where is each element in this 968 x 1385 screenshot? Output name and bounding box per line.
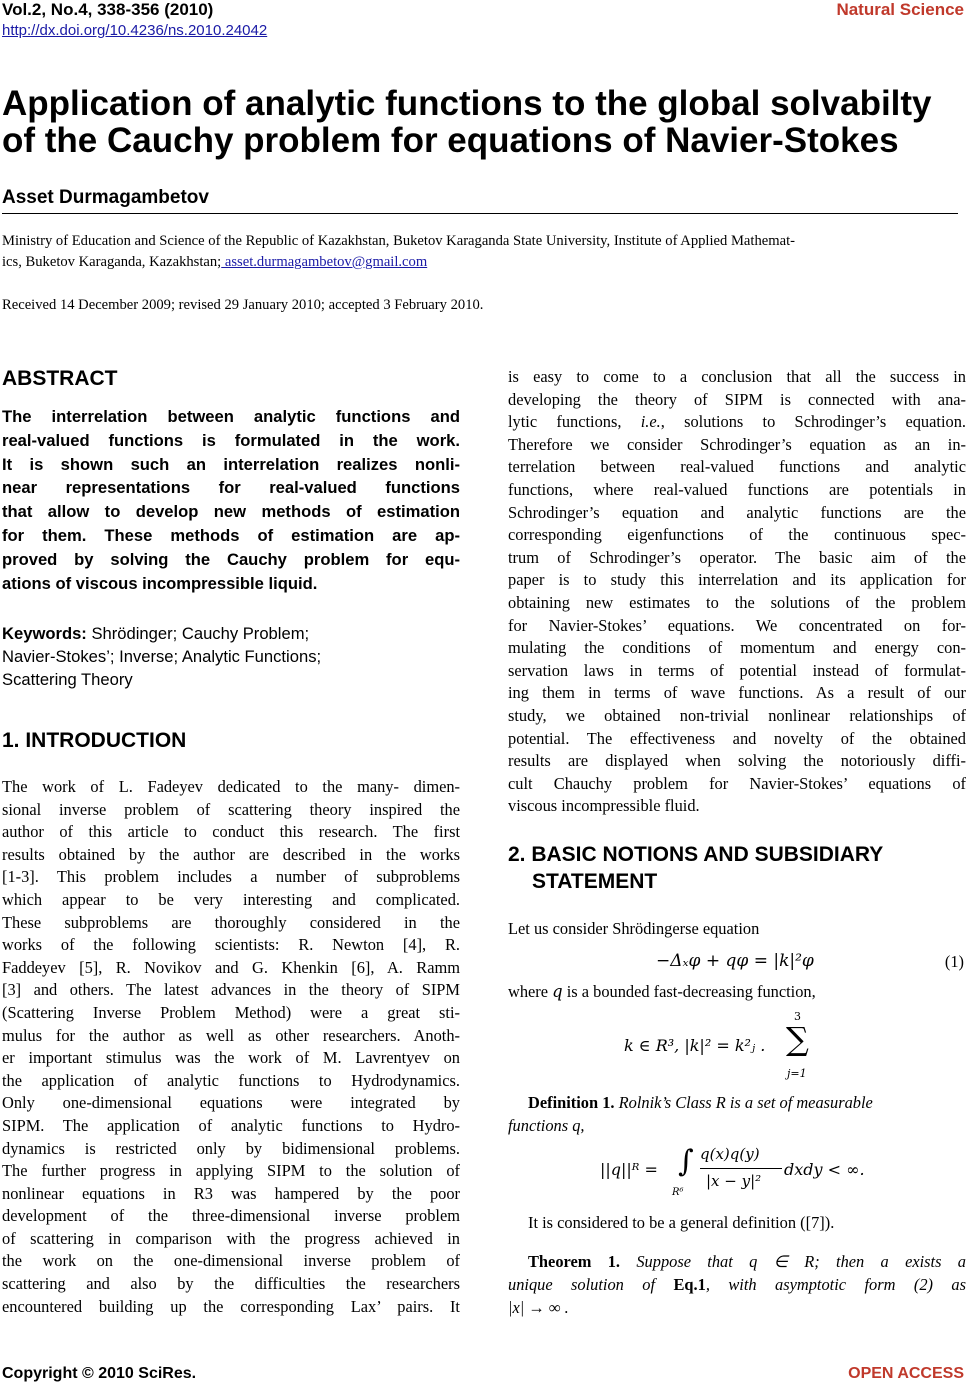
- intro-line: results obtained by the author are described in the works: [2, 844, 460, 864]
- definition-line: [508, 1114, 966, 1137]
- theorem-1: [508, 1250, 966, 1319]
- introduction-body: [2, 776, 460, 1318]
- definition-text: Rolnik’s Class R is a set of measurable: [614, 1093, 873, 1112]
- abstract-line: ations of viscous incompressible liquid.: [2, 573, 318, 593]
- intro-line: mulus for the author as well as other researchers. Anoth-: [2, 1025, 460, 1045]
- keywords-text: Shrödinger; Cauchy Problem;: [86, 624, 310, 643]
- ie-abbrev: i.e.: [640, 412, 661, 432]
- intro-line: which appear to be very interesting and complicated.: [2, 889, 460, 909]
- abstract-line: The interrelation between analytic functions and: [2, 407, 460, 426]
- intro-line: author of this article to conduct this research. The first: [2, 822, 460, 842]
- equation-1: −Δₓφ + qφ = |k|²φ: [656, 951, 814, 971]
- intro-line: encountered building up the corresponding Lax’ pairs. It: [2, 1296, 460, 1316]
- abstract-line: near representations for real-valued functions: [2, 478, 460, 498]
- body-line: Schrodinger’s equation and analytic functions are the: [508, 502, 966, 522]
- affiliation-line: Ministry of Education and Science of the Republic of Kazakhstan, Buketov Karaganda State University, Institute of Applied Mathemat-: [2, 233, 795, 249]
- body-line: corresponding eigenfunctions of the continuous spec-: [508, 525, 966, 545]
- journal-reference: Vol.2, No.4, 338-356 (2010): [2, 0, 214, 19]
- intro-line: dynamics is restricted only by bidimensional problems.: [2, 1138, 460, 1158]
- norm-lhs: ||q||ᴿ =: [600, 1160, 658, 1179]
- body-line: for Navier-Stokes’ equations. We concentrated on for-: [508, 615, 966, 635]
- body-line: developing the theory of SIPM is connected with ana-: [508, 389, 966, 409]
- body-line: viscous incompressible fluid.: [508, 796, 700, 816]
- general-definition-note: It is considered to be a general definition ([7]).: [528, 1213, 835, 1232]
- title-divider: [2, 213, 958, 214]
- fraction-bar: [700, 1168, 782, 1169]
- keywords-text: Navier-Stokes’; Inverse; Analytic Functions;: [2, 647, 322, 666]
- keywords-label: Keywords:: [2, 624, 87, 643]
- theorem-label: Theorem 1.: [528, 1252, 621, 1271]
- heading-line: 2. BASIC NOTIONS AND SUBSIDIARY: [508, 843, 884, 866]
- theorem-text: Suppose that q ∈ R; then a exists a: [620, 1252, 966, 1271]
- fraction-denominator: |x − y|²: [706, 1172, 762, 1190]
- body-line: is easy to come to a conclusion that all the success in: [508, 367, 966, 386]
- affiliation-text: ics, Buketov Karaganda, Kazakhstan;: [2, 254, 222, 270]
- intro-line: [1-3]. This problem includes a number of subproblems: [2, 867, 460, 887]
- sum-upper-limit: 3: [794, 1010, 801, 1023]
- intro-line: sional inverse problem of scattering theory inspired the: [2, 799, 460, 819]
- introduction-heading: 1. INTRODUCTION: [2, 729, 187, 752]
- equation-reference: Eq.1: [673, 1275, 706, 1294]
- integral-domain: R⁶: [672, 1187, 684, 1198]
- intro-line: Faddeyev [5], R. Novikov and G. Khenkin [6], A. Ramm: [2, 957, 460, 977]
- where-text: is a bounded fast-decreasing function,: [562, 982, 816, 1001]
- definition-label: Definition 1.: [528, 1093, 615, 1112]
- intro-line: the work on the one-dimensional inverse problem of: [2, 1251, 460, 1271]
- intro-line: scattering and also by the difficulties the researchers: [2, 1274, 460, 1294]
- where-clause: [508, 982, 816, 1002]
- intro-line: The further progress in applying SIPM to the solution of: [2, 1161, 460, 1181]
- open-access-label: OPEN ACCESS: [848, 1365, 964, 1382]
- definition-1: [508, 1091, 966, 1137]
- doi-link[interactable]: http://dx.doi.org/10.4236/ns.2010.24042: [2, 22, 268, 39]
- body-line: obtaining new estimates to the solutions of the problem: [508, 592, 966, 612]
- equation-intro-text: Let us consider Shrödingerse equation: [508, 919, 760, 938]
- title-line: of the Cauchy problem for equations of Navier-Stokes: [2, 121, 899, 160]
- paper-title: [2, 85, 966, 159]
- body-text: , solutions to Schrodinger’s equation.: [660, 412, 966, 432]
- body-line: paper is to study this interrelation and its application for: [508, 570, 966, 590]
- heading-line: STATEMENT: [532, 870, 658, 893]
- theorem-line: [508, 1273, 966, 1296]
- affiliation: [2, 231, 966, 273]
- abstract-line: that allow to develop new methods of estimation: [2, 502, 460, 522]
- fraction-numerator: q(x)q(y): [700, 1145, 760, 1163]
- copyright: Copyright © 2010 SciRes.: [2, 1365, 197, 1382]
- definition-line: [508, 1091, 966, 1114]
- intro-line: of scattering in comparison with the progress achieved in: [2, 1228, 460, 1248]
- intro-line: works of the following scientists: R. Newton [4], R.: [2, 935, 460, 955]
- abstract-body: [2, 405, 460, 595]
- title-line: Application of analytic functions to the global solvabilty: [2, 84, 932, 123]
- integral-symbol: ∫: [678, 1144, 694, 1179]
- equation-1-number: (1): [944, 952, 964, 971]
- body-line: mulating the conditions of momentum and energy con-: [508, 638, 966, 658]
- keywords-text: Scattering Theory: [2, 670, 133, 689]
- body-line: potential. The effectiveness and novelty of the obtained: [508, 728, 966, 748]
- abstract-line: for them. These methods of estimation are ap-: [2, 525, 460, 545]
- intro-line: development of the three-dimensional inverse problem: [2, 1206, 460, 1226]
- theorem-line: [508, 1296, 966, 1319]
- journal-name: Natural Science: [836, 0, 964, 19]
- body-line: Therefore we consider Schrodinger’s equation as an in-: [508, 434, 966, 454]
- body-line: cult Chauchy problem for Navier-Stokes’ equations of: [508, 773, 966, 793]
- intro-line: These subproblems are thoroughly considered in the: [2, 912, 460, 932]
- author-email-link[interactable]: asset.durmagambetov@gmail.com: [221, 254, 428, 270]
- abstract-line: real-valued functions is formulated in the work.: [2, 430, 460, 450]
- intro-continuation: [508, 366, 966, 818]
- sum-symbol: ∑: [786, 1020, 809, 1058]
- where-text: where: [508, 982, 553, 1001]
- body-line: terrelation between real-valued functions and analytic: [508, 457, 966, 477]
- body-line: [508, 411, 966, 434]
- body-line: ing them in terms of wave functions. As a result of our: [508, 683, 966, 703]
- author-name: Asset Durmagambetov: [2, 187, 209, 208]
- theorem-text: |x| → ∞ .: [508, 1298, 569, 1317]
- intro-line: (Scattering Inverse Problem Method) were a great sti-: [2, 1002, 460, 1022]
- body-line: trum of Schrodinger’s operator. The basic aim of the: [508, 547, 966, 567]
- body-text: lytic functions,: [508, 412, 641, 432]
- k-definition-equation: k ∈ R³, |k|² = k²ⱼ .: [624, 1036, 766, 1055]
- theorem-line: [508, 1250, 966, 1273]
- abstract-line: It is shown such an interrelation realizes nonli-: [2, 454, 460, 474]
- norm-rhs: dxdy < ∞.: [784, 1160, 865, 1179]
- section-2-heading: [508, 841, 883, 895]
- variable-q: q: [552, 982, 563, 1001]
- sum-lower-limit: j=1: [787, 1067, 807, 1080]
- intro-line: er important stimulus was the work of M. Lavrentyev on: [2, 1048, 460, 1068]
- theorem-text: unique solution of: [508, 1275, 674, 1294]
- definition-text: functions q,: [508, 1116, 585, 1135]
- intro-line: [3] and others. The latest advances in the theory of SIPM: [2, 980, 460, 1000]
- body-line: servation laws in terms of potential instead of formulat-: [508, 660, 966, 680]
- body-line: results are displayed when solving the notoriously diffi-: [508, 751, 966, 771]
- intro-line: SIPM. The application of analytic functions to Hydro-: [2, 1115, 460, 1135]
- abstract-heading: ABSTRACT: [2, 367, 118, 390]
- received-dates: Received 14 December 2009; revised 29 January 2010; accepted 3 February 2010.: [2, 297, 484, 313]
- body-line: study, we obtained non-trivial nonlinear relationships of: [508, 705, 966, 725]
- theorem-text: , with asymptotic form (2) as: [705, 1275, 966, 1294]
- abstract-line: proved by solving the Cauchy problem for equ-: [2, 549, 460, 569]
- body-line: functions, where real-valued functions are potentials in: [508, 479, 966, 499]
- intro-line: nonlinear equations in R3 was hampered by the poor: [2, 1183, 460, 1203]
- intro-line: The work of L. Fadeyev dedicated to the many- dimen-: [2, 777, 460, 796]
- intro-line: Only one-dimensional equations were integrated by: [2, 1093, 460, 1113]
- keywords: [2, 622, 460, 691]
- affiliation-line-2: [2, 252, 966, 273]
- intro-line: the application of analytic functions to Hydrodynamics.: [2, 1070, 460, 1090]
